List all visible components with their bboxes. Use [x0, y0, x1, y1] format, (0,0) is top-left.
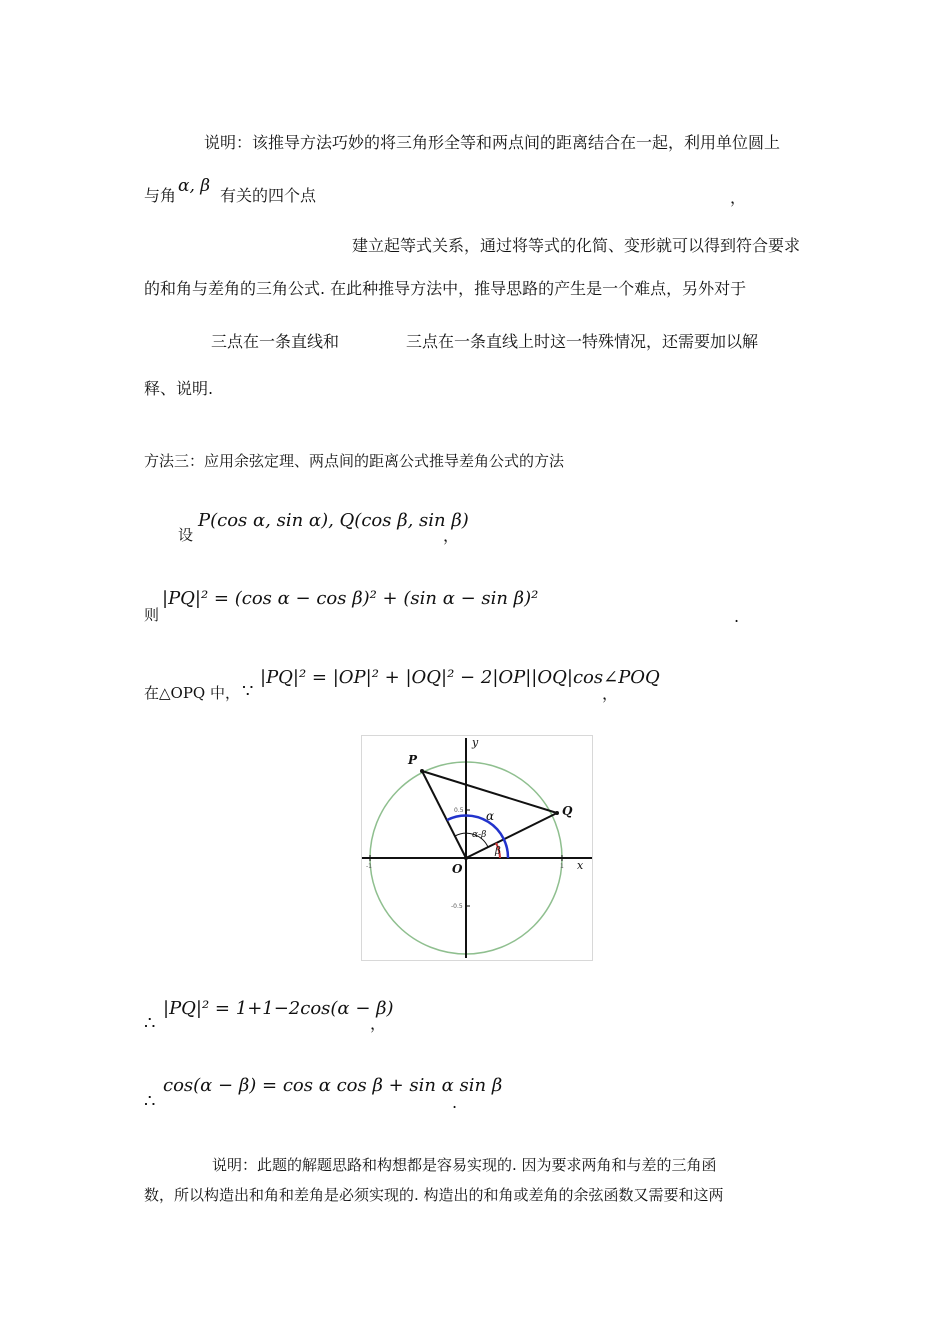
because-symbol: ∵	[242, 681, 254, 702]
tick-label-one: 1	[560, 863, 564, 870]
alpha-beta-symbol: α, β	[178, 176, 211, 196]
unit-circle-figure	[361, 735, 593, 961]
result1-end: ，	[370, 1014, 387, 1033]
label-alpha: α	[486, 809, 495, 823]
result2-formula: cos(α − β) = cos α cos β + sin α sin β	[163, 1075, 503, 1096]
label-beta: β	[495, 846, 501, 857]
label-O: O	[452, 862, 463, 876]
then-formula: |PQ|² = (cos α − cos β)² + (sin α − sin β)²	[162, 588, 539, 609]
note2-line1: 说明：此题的解题思路和构想都是容易实现的. 因为要求两角和与差的三角函	[212, 1156, 717, 1174]
label-x: x	[577, 859, 584, 872]
therefore-symbol-1: ∴	[144, 1013, 156, 1034]
point-O	[464, 856, 468, 860]
then-end: .	[734, 607, 740, 626]
set-end: ，	[443, 526, 460, 545]
triangle-label: 在△OPQ 中，	[144, 684, 240, 702]
result1-formula: |PQ|² = 1+1−2cos(α − β)	[163, 998, 394, 1019]
therefore-symbol-2: ∴	[144, 1091, 156, 1112]
note1-line5a: 三点在一条直线和	[211, 332, 340, 351]
unit-circle-svg	[362, 736, 592, 960]
label-y: y	[472, 736, 479, 749]
cosine-law-formula: |PQ|² = |OP|² + |OQ|² − 2|OP||OQ|cos∠POQ	[260, 667, 660, 688]
segment-PQ	[422, 771, 557, 813]
note1-line4: 的和角与差角的三角公式. 在此种推导方法中，推导思路的产生是一个难点，另外对于	[144, 279, 747, 298]
segment-OP	[422, 771, 466, 858]
note1-line2a: 与角	[144, 186, 177, 205]
note1-line2-comma: ，	[730, 188, 747, 207]
note2-line2: 数，所以构造出和角和差角是必须实现的. 构造出的和角或差角的余弦函数又需要和这两	[144, 1186, 724, 1204]
tick-label-half: 0.5	[454, 807, 464, 814]
method3-heading: 方法三：应用余弦定理、两点间的距离公式推导差角公式的方法	[144, 452, 565, 470]
tick-label-neg-one: -1	[366, 863, 372, 870]
note1-line6: 释、说明.	[144, 379, 214, 398]
note1-line2b: 有关的四个点	[220, 186, 317, 205]
tick-label-neg-half: -0.5	[451, 903, 463, 910]
set-formula: P(cos α, sin α), Q(cos β, sin β)	[198, 510, 469, 531]
label-P: P	[408, 753, 418, 767]
cosine-law-end: ，	[602, 684, 619, 703]
note1-line3: 建立起等式关系，通过将等式的化简、变形就可以得到符合要求	[352, 236, 801, 255]
note1-line5b: 三点在一条直线上时这一特殊情况，还需要加以解	[406, 332, 759, 351]
point-P	[420, 769, 424, 773]
result2-end: .	[452, 1093, 458, 1112]
point-Q	[555, 811, 559, 815]
then-label: 则	[144, 606, 160, 624]
set-label: 设	[178, 526, 194, 544]
note1-line1: 说明：该推导方法巧妙的将三角形全等和两点间的距离结合在一起，利用单位圆上	[204, 133, 781, 152]
label-alpha-minus-beta: α-β	[472, 830, 487, 840]
label-Q: Q	[562, 804, 573, 818]
